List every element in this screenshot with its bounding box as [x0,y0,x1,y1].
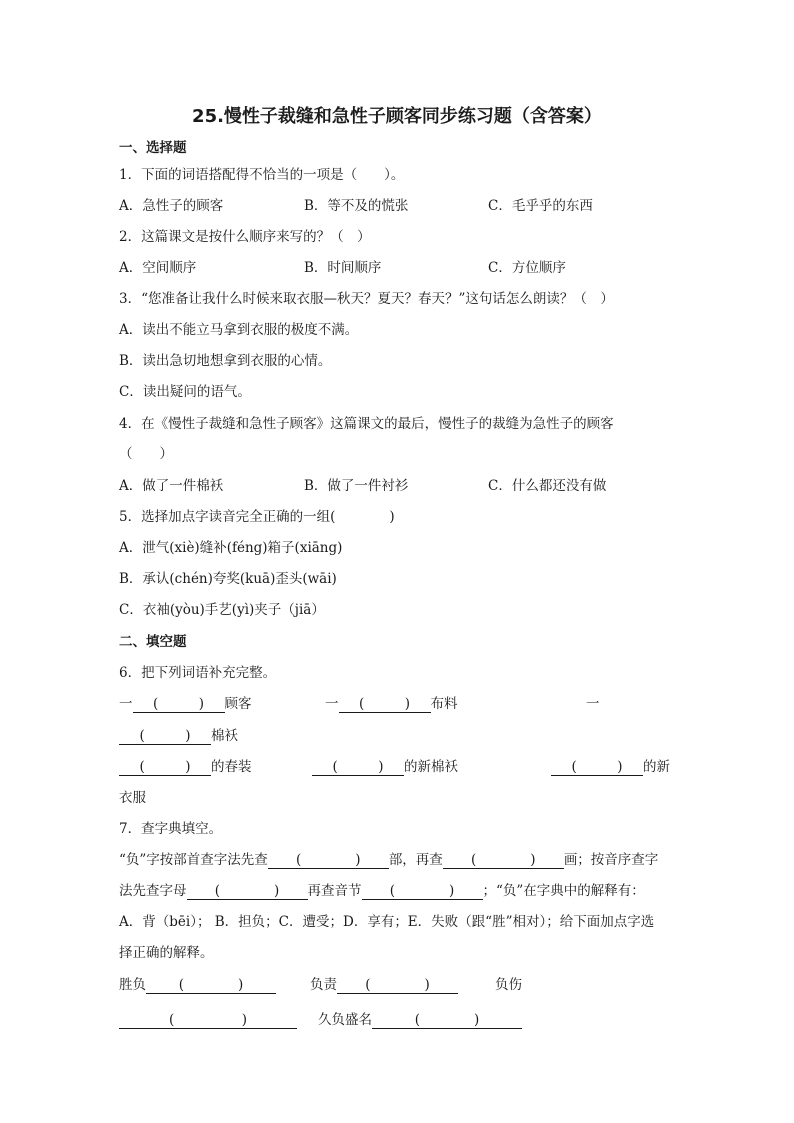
question-6-stem: 6．把下列词语补充完整。 [119,665,277,681]
answer-blank[interactable]: ( ) [372,1012,522,1029]
question-1-option-c: C．毛乎乎的东西 [488,198,593,214]
question-4-stem-bracket: （ ） [119,446,173,462]
section-heading-choice: 一、选择题 [119,140,187,156]
question-5-option-a: A．泄气(xiè)缝补(féng)箱子(xiāng) [119,540,343,556]
question-3-option-a: A．读出不能立马拿到衣服的极度不满。 [119,322,359,338]
question-1-stem: 1．下面的词语搭配得不恰当的一项是（ ）。 [119,167,405,183]
question-1-option-b: B．等不及的慌张 [304,198,409,214]
question-4-option-b: B．做了一件衬衫 [304,478,409,494]
question-2-stem: 2．这篇课文是按什么顺序来写的？（ ） [119,229,371,245]
question-6-item-3: ( ) 棉袄 [119,726,238,746]
question-6-item-5: ( ) 的新棉袄 [312,757,458,777]
answer-blank[interactable]: ( ) [362,883,483,900]
answer-blank[interactable]: ( ) [268,852,389,869]
question-2-option-c: C．方位顺序 [488,260,566,276]
question-7-word-3: 负伤 [495,977,522,993]
question-3-stem: 3．“您准备让我什么时候来取衣服—秋天？夏天？春天？”这句话怎么朗读？（ ） [119,291,614,307]
question-7-word-2: 负责 ( ) [310,975,458,995]
question-3-option-b: B．读出急切地想拿到衣服的心情。 [119,353,332,369]
answer-blank[interactable]: ( ) [187,883,308,900]
question-1-option-a: A．急性子的顾客 [119,198,224,214]
question-7-stem: 7．查字典填空。 [119,821,223,837]
question-7-word-4: 久负盛名 ( ) [318,1010,522,1030]
question-7-line-1: “负”字按部首查字法先查 ( ) 部，再查 ( ) 画；按音序查字 [119,852,659,868]
question-2-option-b: B．时间顺序 [304,260,382,276]
question-5-option-b: B．承认(chén)夸奖(kuā)歪头(wāi) [119,571,337,587]
question-6-item-2: 一 ( ) 布料 [325,696,458,712]
answer-blank[interactable]: ( ) [119,759,211,776]
question-5-option-c: C．衣袖(yòu)手艺(yì)夹子（jiā） [119,602,325,618]
question-4-option-c: C．什么都还没有做 [488,478,607,494]
answer-blank[interactable]: ( ) [146,977,276,994]
question-7-word-1: 胜负 ( ) [119,975,276,995]
question-6-item-4: ( ) 的春装 [119,757,252,777]
answer-blank[interactable]: ( ) [119,728,211,745]
question-2-option-a: A．空间顺序 [119,260,197,276]
question-6-item-6: ( ) 的新 [551,757,670,777]
page-title: 25.慢性子裁缝和急性子顾客同步练习题（含答案） [192,106,602,127]
question-6-item-6-cont: 衣服 [119,790,146,806]
question-7-line-4: 择正确的解释。 [119,945,214,961]
question-4-stem: 4．在《慢性子裁缝和急性子顾客》这篇课文的最后，慢性子的裁缝为急性子的顾客 [119,416,614,432]
answer-blank[interactable]: ( ) [339,696,431,713]
answer-blank[interactable]: ( ) [312,759,404,776]
question-6-item-1: 一 ( ) 顾客 [119,696,252,712]
question-4-option-a: A．做了一件棉袄 [119,478,224,494]
question-7-line-2: 法先查字母 ( ) 再查音节 ( ) ；“负”在字典中的解释有： [119,883,645,899]
answer-blank[interactable]: ( ) [337,977,458,994]
question-6-item-3-dash: 一 [586,696,600,712]
question-7-line-3: A．背（bēi）； B．担负；C．遭受；D．享有；E．失败（跟“胜”相对）；给下面加点字选 [119,914,655,930]
question-7-word-3-blank [119,1010,297,1030]
answer-blank[interactable]: ( ) [551,759,643,776]
answer-blank[interactable]: ( ) [119,1012,297,1029]
answer-blank[interactable]: ( ) [443,852,564,869]
question-5-stem: 5．选择加点字读音完全正确的一组( ) [119,509,395,525]
answer-blank[interactable]: ( ) [133,696,225,713]
question-3-option-c: C．读出疑问的语气。 [119,384,251,400]
section-heading-fill: 二、填空题 [119,634,187,650]
